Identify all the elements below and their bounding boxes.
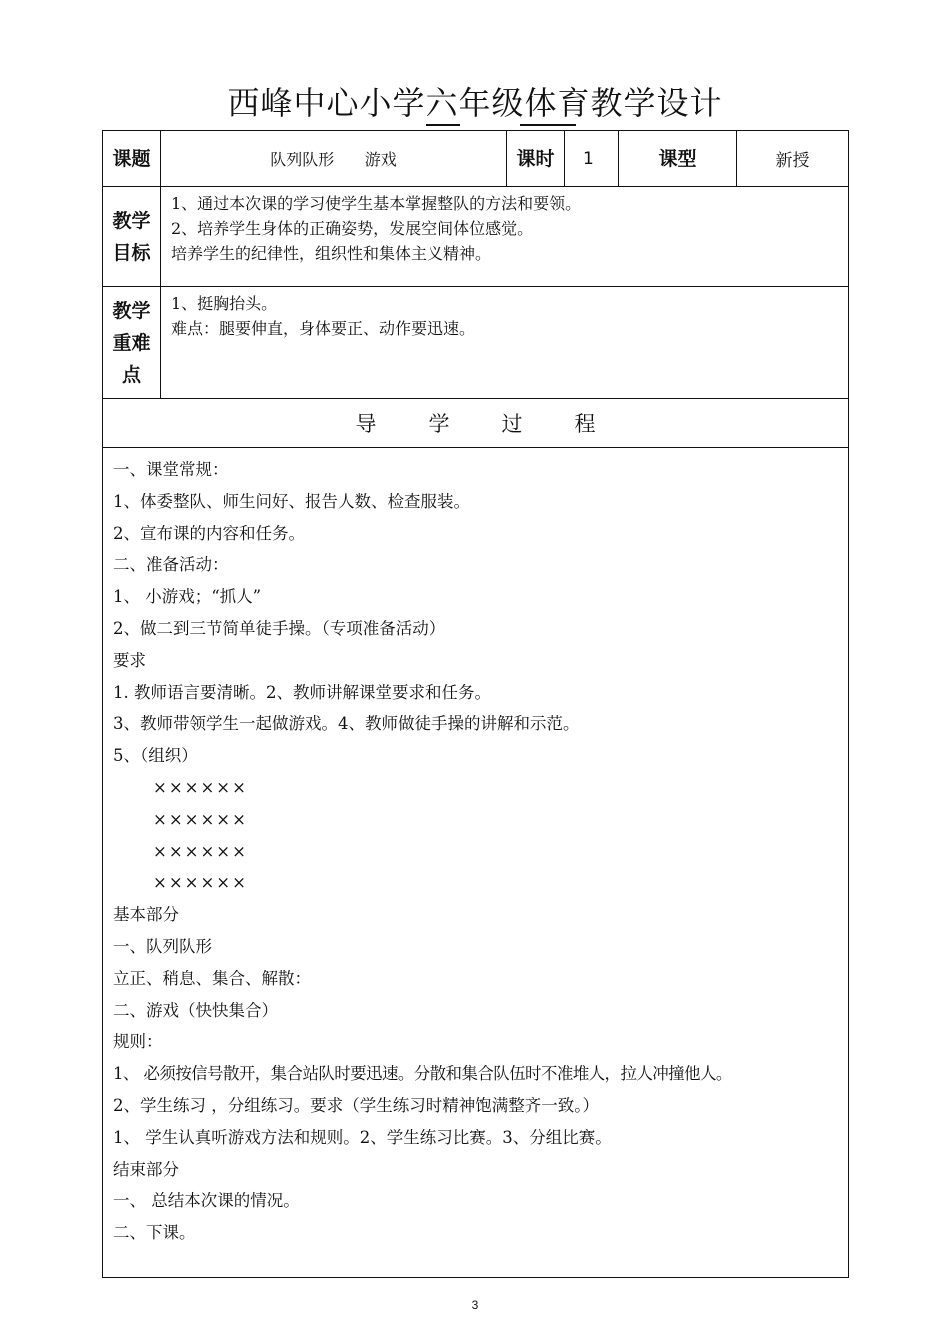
page-number: 3 [471, 1298, 479, 1312]
process-line: 1、 小游戏；“抓人” [113, 587, 262, 607]
objectives-row [103, 187, 849, 287]
objective-line: 1、通过本次课的学习使学生基本掌握整队的方法和要领。 [171, 194, 582, 213]
page-title-text: 西峰中心小学六年级体育教学设计 [227, 84, 723, 122]
key-points-label-line-1: 教学 [112, 299, 151, 322]
process-heading-char: 学 [428, 412, 450, 436]
objectives-label-line-2: 目标 [112, 241, 151, 264]
formation-row: ×××××× [153, 873, 248, 893]
process-line: 2、做二到三节简单徒手操。（专项准备活动） [113, 618, 446, 638]
process-heading-char: 过 [501, 412, 523, 436]
process-line: 5、（组织） [113, 746, 198, 766]
process-line: 二、游戏（快快集合） [113, 1000, 278, 1020]
type-value: 新授 [737, 131, 849, 187]
lesson-plan-table [102, 130, 849, 1278]
process-heading-char: 导 [355, 412, 377, 436]
process-content [103, 448, 849, 1278]
header-row [103, 131, 849, 187]
process-line: 2、宣布课的内容和任务。 [113, 523, 305, 543]
process-line: 一、课堂常规： [113, 460, 229, 479]
formation-row: ×××××× [153, 841, 248, 861]
title-underline-1 [426, 124, 460, 126]
key-points-label-line-3: 点 [121, 363, 141, 386]
key-points-content [161, 287, 849, 399]
hours-value: 1 [565, 131, 619, 187]
process-line: 1、 学生认真听游戏方法和规则。2、学生练习比赛。3、分组比赛。 [113, 1127, 612, 1147]
hours-label: 课时 [507, 131, 565, 187]
objectives-label [103, 187, 161, 287]
objective-line: 培养学生的纪律性，组织性和集体主义精神。 [171, 244, 492, 263]
process-line: 基本部分 [113, 905, 179, 925]
process-line: 二、准备活动： [113, 555, 229, 575]
process-line: 1、 必须按信号散开，集合站队时要迅速。分散和集合队伍时不准堆人，拉人冲撞他人。 [113, 1064, 732, 1084]
process-line: 规则： [113, 1032, 163, 1052]
topic-label: 课题 [103, 131, 161, 187]
process-line: 1. 教师语言要清晰。2、教师讲解课堂要求和任务。 [113, 682, 491, 702]
process-line: 一、队列队形 [113, 936, 212, 956]
process-line: 3、教师带领学生一起做游戏。4、教师做徒手操的讲解和示范。 [113, 714, 580, 734]
objective-line: 2、培养学生身体的正确姿势，发展空间体位感觉。 [171, 219, 534, 238]
key-points-label [103, 287, 161, 399]
process-heading-row [103, 399, 849, 448]
key-points-label-line-2: 重难 [112, 331, 151, 354]
topic-value: 队列队形 游戏 [161, 131, 507, 187]
key-point-line: 难点：腿要伸直，身体要正、动作要迅速。 [171, 319, 476, 338]
formation-row: ×××××× [153, 777, 248, 797]
title-underline-2 [520, 124, 576, 126]
process-line: 立正、稍息、集合、解散： [113, 968, 311, 988]
key-points-row [103, 287, 849, 399]
process-line: 2、学生练习 ，分组练习。要求（学生练习时精神饱满整齐一致。） [113, 1095, 599, 1115]
process-line: 结束部分 [113, 1159, 179, 1179]
page-title [0, 80, 950, 126]
process-row [103, 448, 849, 1278]
process-line: 二、下课。 [113, 1223, 196, 1243]
process-line: 要求 [113, 650, 146, 670]
process-heading [103, 399, 849, 448]
key-point-line: 1、挺胸抬头。 [171, 294, 278, 313]
objectives-content [161, 187, 849, 287]
process-heading-char: 程 [574, 412, 596, 436]
type-label: 课型 [619, 131, 737, 187]
formation-row: ×××××× [153, 809, 248, 829]
process-line: 1、体委整队、师生问好、报告人数、检查服装。 [113, 491, 470, 511]
process-line: 一、 总结本次课的情况。 [113, 1191, 300, 1211]
objectives-label-line-1: 教学 [112, 209, 151, 232]
